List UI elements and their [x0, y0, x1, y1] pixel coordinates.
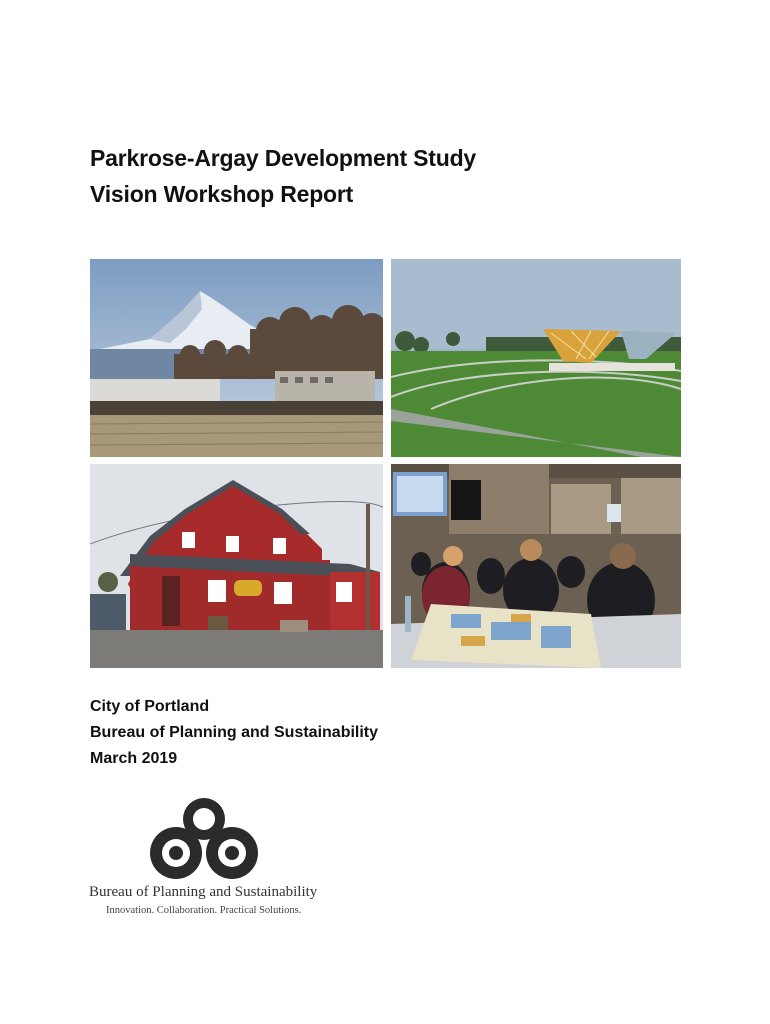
bps-logo-icon	[150, 798, 258, 880]
workshop-photo	[391, 464, 681, 668]
park-with-stage-pavilion-icon	[391, 259, 681, 457]
title-line-1: Parkrose-Argay Development Study	[90, 145, 477, 171]
bureau-name: Bureau of Planning and Sustainability	[90, 724, 379, 741]
report-title	[90, 140, 476, 212]
title-line-2: Vision Workshop Report	[90, 181, 354, 207]
mount-hood-photo	[90, 259, 383, 457]
organization-block	[90, 694, 378, 772]
logo-tagline: Innovation. Collaboration. Practical Solutions.	[106, 905, 302, 916]
city-name: City of Portland	[90, 698, 210, 715]
park-photo	[391, 259, 681, 457]
barn-photo	[90, 464, 383, 668]
mount-hood-over-farmland-icon	[90, 259, 383, 457]
report-date: March 2019	[90, 750, 178, 767]
red-barn-icon	[90, 464, 383, 668]
logo-bureau-name: Bureau of Planning and Sustainability	[89, 884, 318, 900]
community-workshop-icon	[391, 464, 681, 668]
